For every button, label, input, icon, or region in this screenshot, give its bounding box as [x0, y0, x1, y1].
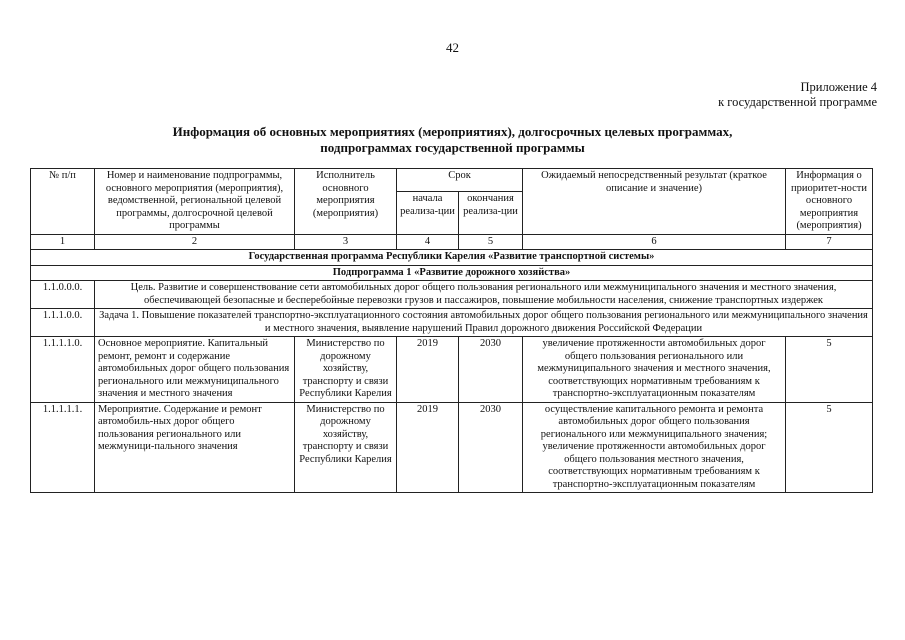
column-index: 4 — [397, 234, 459, 250]
header-end: окончания реализа-ции — [459, 192, 523, 234]
header-priority: Информация о приоритет-ности основного мероприятия (мероприятия) — [786, 169, 873, 235]
column-index: 2 — [95, 234, 295, 250]
row-result: увеличение протяженности автомобильных дорог общего пользования регионального или межмуниципального значения и местного значения, соответствующих нормативным требованиям к транспортно-эксплуатационным показателям — [523, 337, 786, 403]
program-row — [31, 250, 873, 266]
goal-text: Цель. Развитие и совершенствование сети автомобильных дорог общего пользования регионального или межмуниципального значения и местного значения, обеспечивающей безопасные и бесперебойные перевозки грузов и пассажиров, повышение мобильности населения, снижение транспортных издержек — [95, 281, 873, 309]
header-name: Номер и наименование подпрограммы, основного мероприятия (мероприятия), ведомственной, региональной целевой программы, долгосрочной целевой программы — [95, 169, 295, 235]
column-index: 3 — [295, 234, 397, 250]
header-row — [31, 169, 873, 192]
row-priority: 5 — [786, 402, 873, 493]
title-line-1: Информация об основных мероприятиях (мероприятиях), долгосрочных целевых программах, — [172, 124, 733, 139]
row-end: 2030 — [459, 337, 523, 403]
row-priority: 5 — [786, 337, 873, 403]
task-code: 1.1.1.0.0. — [31, 309, 95, 337]
row-end: 2030 — [459, 402, 523, 493]
column-index: 1 — [31, 234, 95, 250]
measures-table — [30, 168, 873, 493]
header-executor: Исполнитель основного мероприятия (мероприятия) — [295, 169, 397, 235]
title-line-2: подпрограммах государственной программы — [320, 140, 585, 155]
row-code: 1.1.1.1.1. — [31, 402, 95, 493]
row-name: Мероприятие. Содержание и ремонт автомобиль-ных дорог общего пользования регионального или межмуници-пального значения — [95, 402, 295, 493]
row-start: 2019 — [397, 337, 459, 403]
header-num: № п/п — [31, 169, 95, 235]
table-row — [31, 402, 873, 493]
column-index: 7 — [786, 234, 873, 250]
column-index: 6 — [523, 234, 786, 250]
table-row — [31, 337, 873, 403]
subprogram-row — [31, 265, 873, 281]
task-text: Задача 1. Повышение показателей транспортно-эксплуатационного состояния автомобильных дорог общего пользования регионального или межмуниципального значения и местного значения, выявление нарушений Правил дорожного движения Российской Федерации — [95, 309, 873, 337]
document-title — [0, 124, 905, 156]
row-executor: Министерство по дорожному хозяйству, транспорту и связи Республики Карелия — [295, 402, 397, 493]
appendix-note — [718, 80, 877, 110]
row-start: 2019 — [397, 402, 459, 493]
header-start: начала реализа-ции — [397, 192, 459, 234]
task-row — [31, 309, 873, 337]
row-name: Основное мероприятие. Капитальный ремонт, ремонт и содержание автомобильных дорог общего пользования регионального или межмуниципального значения и местного значения — [95, 337, 295, 403]
goal-code: 1.1.0.0.0. — [31, 281, 95, 309]
subprogram-title: Подпрограмма 1 «Развитие дорожного хозяйства» — [31, 265, 873, 281]
appendix-line-2: к государственной программе — [718, 95, 877, 109]
page-number: 42 — [446, 40, 459, 55]
program-title: Государственная программа Республики Карелия «Развитие транспортной системы» — [31, 250, 873, 266]
row-code: 1.1.1.1.0. — [31, 337, 95, 403]
row-executor: Министерство по дорожному хозяйству, транспорту и связи Республики Карелия — [295, 337, 397, 403]
row-result: осуществление капитального ремонта и ремонта автомобильных дорог общего пользования регионального или межмуниципального значения; увеличение протяженности автомобильных дорог общего пользования местного значения, соответствующих нормативным требованиям к транспортно-эксплуатационным показателям — [523, 402, 786, 493]
goal-row — [31, 281, 873, 309]
appendix-line-1: Приложение 4 — [800, 80, 877, 94]
column-index-row — [31, 234, 873, 250]
column-index: 5 — [459, 234, 523, 250]
header-result: Ожидаемый непосредственный результат (краткое описание и значение) — [523, 169, 786, 235]
header-term: Срок — [397, 169, 523, 192]
